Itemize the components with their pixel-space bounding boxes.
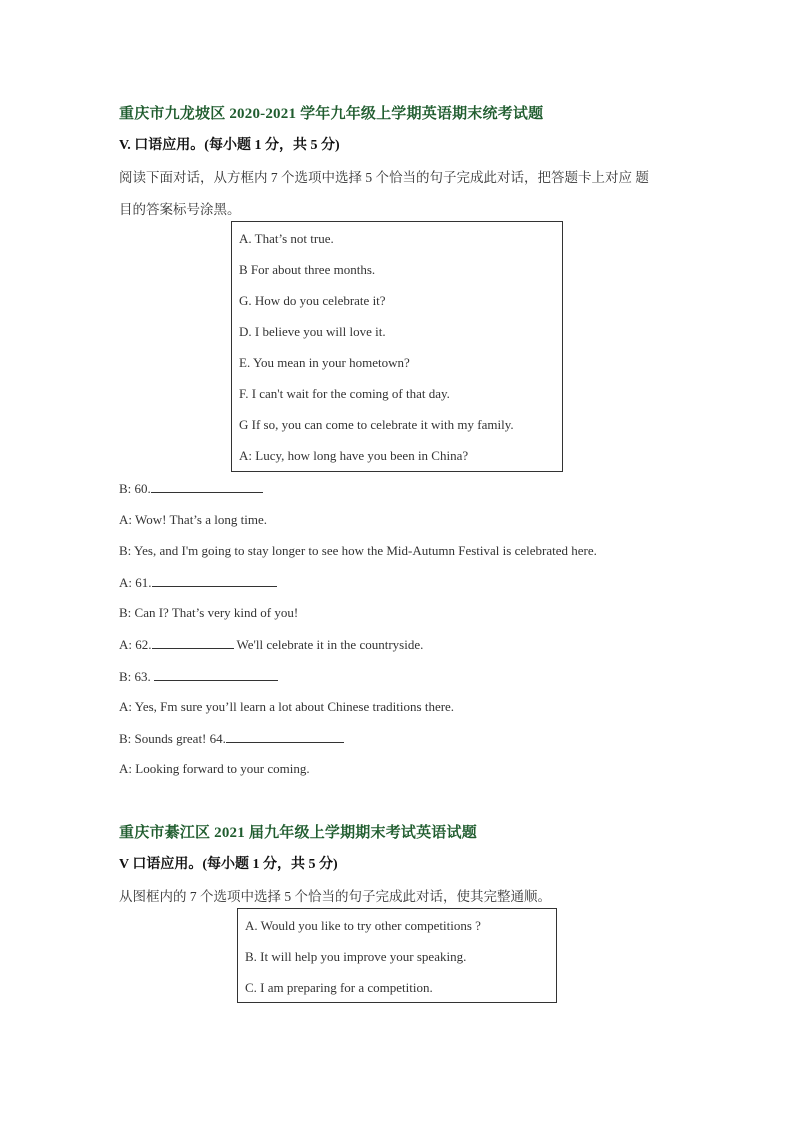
option-item: G. How do you celebrate it? bbox=[239, 293, 386, 308]
option-item: A. Would you like to try other competitions ? bbox=[245, 918, 481, 933]
dialogue-line: A: Wow! That’s a long time. bbox=[119, 512, 267, 527]
option-item: A: Lucy, how long have you been in China? bbox=[239, 448, 469, 463]
dialogue-line: B: 60. bbox=[119, 480, 263, 497]
answer-blank[interactable] bbox=[154, 668, 278, 681]
answer-blank[interactable] bbox=[226, 730, 344, 743]
section2-options-box bbox=[237, 908, 557, 1003]
option-item: F. I can't wait for the coming of that day. bbox=[239, 386, 450, 401]
option-item: D. I believe you will love it. bbox=[239, 324, 386, 339]
section2-heading: V 口语应用。(每小题 1 分，共 5 分) bbox=[119, 857, 338, 872]
option-item: B For about three months. bbox=[239, 262, 376, 277]
answer-blank[interactable] bbox=[151, 480, 263, 493]
section1-options-box bbox=[231, 221, 563, 472]
option-item: A. That’s not true. bbox=[239, 231, 334, 246]
dialogue-line: B: Yes, and I'm going to stay longer to see how the Mid-Autumn Festival is celebrated here. bbox=[119, 543, 597, 558]
answer-blank[interactable] bbox=[152, 636, 234, 649]
section1-instruction-line2: 目的答案标号涂黑。 bbox=[119, 202, 241, 217]
dialogue-line: B: 63. bbox=[119, 668, 278, 685]
dialogue-line: A: Yes, Fm sure you’ll learn a lot about Chinese traditions there. bbox=[119, 699, 455, 714]
dialogue-line: A: 61. bbox=[119, 574, 277, 591]
dialogue-line: A: 62. We'll celebrate it in the countryside. bbox=[119, 637, 424, 652]
section2-instruction: 从图框内的 7 个选项中选择 5 个恰当的句子完成此对话，使其完整通顺。 bbox=[119, 889, 551, 904]
option-item: E. You mean in your hometown? bbox=[239, 355, 410, 370]
option-item: G If so, you can come to celebrate it with my family. bbox=[239, 417, 514, 432]
section1-heading: V. 口语应用。(每小题 1 分，共 5 分) bbox=[119, 138, 340, 153]
dialogue-line: B: Can I? That’s very kind of you! bbox=[119, 605, 299, 620]
option-item: C. I am preparing for a competition. bbox=[245, 980, 433, 995]
dialogue-line: A: Looking forward to your coming. bbox=[119, 761, 310, 776]
dialogue-line: B: Sounds great! 64. bbox=[119, 730, 344, 747]
answer-blank[interactable] bbox=[152, 574, 277, 587]
section1-instruction-line1: 阅读下面对话，从方框内 7 个选项中选择 5 个恰当的句子完成此对话，把答题卡上对应 题 bbox=[119, 170, 649, 185]
section2-title: 重庆市綦江区 2021 届九年级上学期期末考试英语试题 bbox=[119, 825, 477, 841]
section1-title: 重庆市九龙坡区 2020-2021 学年九年级上学期英语期末统考试题 bbox=[119, 106, 544, 122]
option-item: B. It will help you improve your speaking. bbox=[245, 949, 467, 964]
